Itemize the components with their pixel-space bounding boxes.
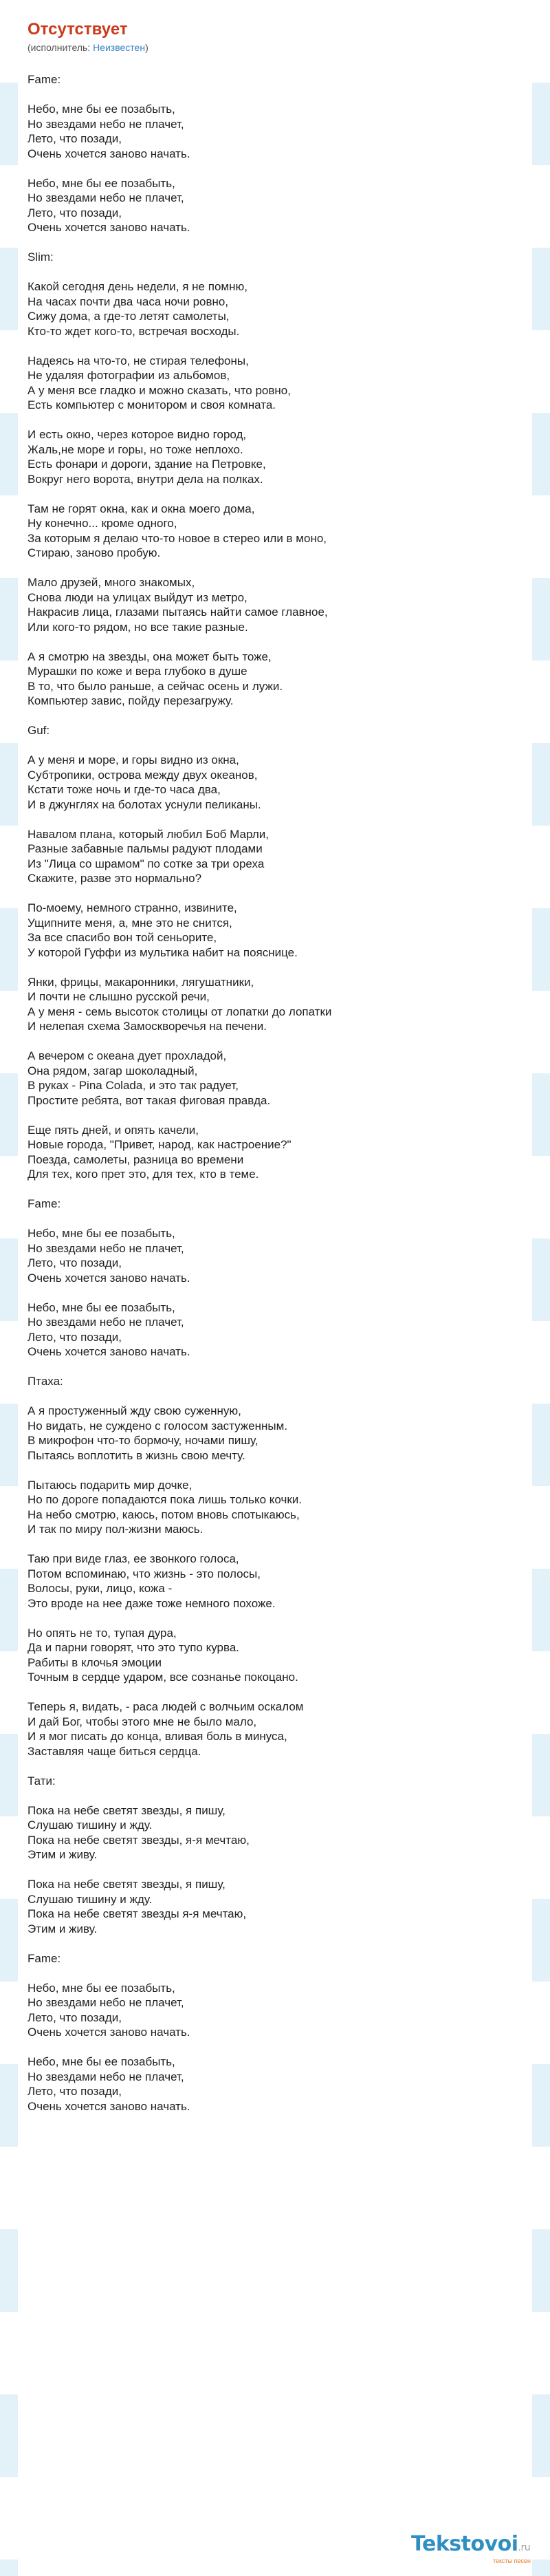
lyric-line: И нелепая схема Замоскворечья на печени. xyxy=(28,1020,267,1033)
lyric-line: Но звездами небо не плачет, xyxy=(28,1996,184,2009)
stanza-speaker-label xyxy=(28,1951,522,1966)
lyric-line: Fame: xyxy=(28,73,61,86)
lyric-line: А я простуженный жду свою суженную, xyxy=(28,1404,241,1417)
lyric-line: Пока на небе светят звезды, я пишу, xyxy=(28,1803,226,1817)
site-logo[interactable] xyxy=(411,2533,536,2566)
artist-line xyxy=(28,41,522,54)
lyric-line: Янки, фрицы, макаронники, лягушатники, xyxy=(28,975,254,989)
stanza-speaker-label xyxy=(28,723,522,738)
lyric-line: В микрофон что-то бормочу, ночами пишу, xyxy=(28,1434,258,1447)
lyric-line: Но звездами небо не плачет, xyxy=(28,2070,184,2083)
logo-name: Tekstovoi xyxy=(411,2532,518,2556)
lyric-line: Там не горят окна, как и окна моего дома, xyxy=(28,502,255,515)
lyric-line: Из "Лица со шрамом" по сотке за три ореха xyxy=(28,857,265,870)
stanza-speaker-label xyxy=(28,72,522,87)
lyric-line: Разные забавные пальмы радуют плодами xyxy=(28,842,263,855)
artist-link[interactable]: Неизвестен xyxy=(93,42,146,53)
lyric-line: Slim: xyxy=(28,250,54,264)
lyric-line: В руках - Pina Colada, и это так радует, xyxy=(28,1079,239,1092)
lyric-line: И я мог писать до конца, вливая боль в минуса, xyxy=(28,1730,287,1743)
lyric-line: Заставляя чаще биться сердца. xyxy=(28,1744,201,1758)
lyric-line: Небо, мне бы ее позабыть, xyxy=(28,1227,175,1240)
lyric-line: А у меня все гладко и можно сказать, что ровно, xyxy=(28,383,291,397)
lyric-line: Еще пять дней, и опять качели, xyxy=(28,1123,199,1137)
stanza xyxy=(28,1626,522,1685)
lyric-line: Новые города, "Привет, народ, как настроение?" xyxy=(28,1138,292,1151)
song-header xyxy=(28,19,522,54)
lyric-line: У которой Гуффи из мультика набит на пояснице. xyxy=(28,945,298,959)
lyric-line: Снова люди на улицах выйдут из метро, xyxy=(28,590,248,604)
lyric-line: За все спасибо вон той сеньорите, xyxy=(28,931,217,944)
stanza xyxy=(28,1049,522,1108)
lyric-line: Вокруг него ворота, внутри дела на полках. xyxy=(28,472,263,486)
lyric-line: И почти не слышно русской речи, xyxy=(28,990,210,1003)
stanza xyxy=(28,1877,522,1936)
lyric-line: Но звездами небо не плачет, xyxy=(28,1241,184,1255)
stanza xyxy=(28,753,522,812)
stanza-speaker-label xyxy=(28,250,522,265)
lyric-line: И так по миру пол-жизни маюсь. xyxy=(28,1523,204,1536)
lyric-line: И в джунглях на болотах уснули пеликаны. xyxy=(28,797,261,811)
lyric-line: Жаль,не море и горы, но тоже неплохо. xyxy=(28,442,243,456)
lyric-line: Есть компьютер с монитором и своя комната. xyxy=(28,398,276,411)
logo-tld: .ru xyxy=(518,2542,531,2553)
stanza xyxy=(28,1300,522,1360)
lyric-line: А вечером с океана дует прохладой, xyxy=(28,1049,227,1062)
lyric-line: Ущипните меня, а, мне это не снится, xyxy=(28,916,232,930)
lyric-line: Пытаясь воплотить в жизнь свою мечту. xyxy=(28,1448,245,1462)
lyric-line: Guf: xyxy=(28,724,50,737)
lyric-line: Очень хочется заново начать. xyxy=(28,2099,190,2113)
lyric-line: Для тех, кого прет это, для тех, кто в теме. xyxy=(28,1168,259,1181)
lyric-line: Очень хочется заново начать. xyxy=(28,147,190,160)
lyric-line: Ну конечно... кроме одного, xyxy=(28,517,177,530)
lyric-line: Рабиты в клочья эмоции xyxy=(28,1655,162,1669)
lyric-line: Но звездами небо не плачет, xyxy=(28,191,184,204)
lyric-line: Есть фонари и дороги, здание на Петровке, xyxy=(28,458,266,471)
stanza-speaker-label xyxy=(28,1196,522,1212)
lyric-line: Небо, мне бы ее позабыть, xyxy=(28,103,175,116)
lyric-line: Компьютер завис, пойду перезагружу. xyxy=(28,694,234,707)
lyric-line: Сижу дома, а где-то летят самолеты, xyxy=(28,310,230,323)
lyric-line: Не удаляя фотографии из альбомов, xyxy=(28,369,230,382)
lyric-line: Очень хочется заново начать. xyxy=(28,2026,190,2039)
stanza xyxy=(28,502,522,561)
lyric-line: Тати: xyxy=(28,1774,56,1788)
lyric-line: Кстати тоже ночь и где-то часа два, xyxy=(28,783,221,796)
lyric-line: Накрасив лица, глазами пытаясь найти самое главное, xyxy=(28,605,328,619)
lyric-line: Субтропики, острова между двух океанов, xyxy=(28,768,258,782)
lyric-line: Птаха: xyxy=(28,1375,63,1388)
lyric-line: В то, что было раньше, а сейчас осень и лужи. xyxy=(28,679,283,693)
artist-prefix: (исполнитель: xyxy=(28,42,94,53)
lyric-line: Небо, мне бы ее позабыть, xyxy=(28,1981,175,1995)
lyric-line: На небо смотрю, каюсь, потом вновь спотыкаюсь, xyxy=(28,1507,300,1521)
lyric-line: По-моему, немного странно, извините, xyxy=(28,901,237,914)
lyric-line: Пока на небе светят звезды, я-я мечтаю, xyxy=(28,1833,250,1847)
stanza xyxy=(28,1404,522,1463)
lyric-line: Очень хочется заново начать. xyxy=(28,1345,190,1358)
lyric-line: И дай Бог, чтобы этого мне не было мало, xyxy=(28,1715,257,1728)
lyric-line: Пока на небе светят звезды, я пишу, xyxy=(28,1878,226,1891)
lyric-line: Надеясь на что-то, не стирая телефоны, xyxy=(28,354,249,367)
lyric-line: А у меня и море, и горы видно из окна, xyxy=(28,753,239,766)
lyric-line: Лето, что позади, xyxy=(28,2085,122,2098)
lyric-line: Это вроде на нее даже тоже немного похоже. xyxy=(28,1596,276,1610)
lyric-line: Стираю, заново пробую. xyxy=(28,546,161,559)
stanza xyxy=(28,1552,522,1611)
stanza xyxy=(28,1226,522,1285)
stanza xyxy=(28,1699,522,1759)
lyric-line: Пытаюсь подарить мир дочке, xyxy=(28,1478,192,1492)
stanza xyxy=(28,2054,522,2114)
lyric-line: Но видать, не суждено с голосом застуженным. xyxy=(28,1419,288,1432)
stanza xyxy=(28,1478,522,1537)
lyric-line: Скажите, разве это нормально? xyxy=(28,872,202,885)
stanza xyxy=(28,1803,522,1863)
lyric-line: Но звездами небо не плачет, xyxy=(28,117,184,131)
lyric-line: Поезда, самолеты, разница во времени xyxy=(28,1152,244,1166)
lyric-line: Этим и живу. xyxy=(28,1922,98,1935)
lyric-line: Лето, что позади, xyxy=(28,2010,122,2024)
lyrics-text xyxy=(28,72,522,2129)
lyric-line: Лето, что позади, xyxy=(28,132,122,145)
lyric-line: Да и парни говорят, что это тупо курва. xyxy=(28,1641,240,1654)
stanza-speaker-label xyxy=(28,1374,522,1389)
lyric-line: Fame: xyxy=(28,1951,61,1965)
lyric-line: Fame: xyxy=(28,1197,61,1210)
stanza xyxy=(28,279,522,339)
lyric-line: На часах почти два часа ночи ровно, xyxy=(28,294,229,308)
lyric-line: Она рядом, загар шоколадный, xyxy=(28,1064,198,1077)
lyric-line: Таю при виде глаз, ее звонкого голоса, xyxy=(28,1552,239,1565)
stanza xyxy=(28,427,522,486)
lyric-line: И есть окно, через которое видно город, xyxy=(28,428,247,441)
lyric-line: А у меня - семь высоток столицы от лопатки до лопатки xyxy=(28,1005,332,1018)
logo-wordmark xyxy=(411,2533,536,2559)
stanza xyxy=(28,650,522,709)
stanza xyxy=(28,575,522,634)
lyric-line: За которым я делаю что-то новое в стерео или в моно, xyxy=(28,531,327,545)
lyric-line: Небо, мне бы ее позабыть, xyxy=(28,176,175,190)
stanza xyxy=(28,975,522,1034)
lyric-line: Но по дороге попадаются пока лишь только кочки. xyxy=(28,1493,302,1506)
lyric-line: Слушаю тишину и жду. xyxy=(28,1892,153,1906)
lyric-line: Очень хочется заново начать. xyxy=(28,221,190,234)
lyric-line: Небо, мне бы ее позабыть, xyxy=(28,2055,175,2068)
lyric-line: Лето, что позади, xyxy=(28,206,122,219)
lyric-line: Кто-то ждет кого-то, встречая восходы. xyxy=(28,324,240,338)
stanza xyxy=(28,354,522,413)
lyric-line: Пока на небе светят звезды я-я мечтаю, xyxy=(28,1907,247,1920)
lyric-line: Этим и живу. xyxy=(28,1848,98,1861)
lyric-line: Навалом плана, который любил Боб Марли, xyxy=(28,827,269,841)
artist-suffix: ) xyxy=(145,42,148,53)
stanza xyxy=(28,827,522,886)
lyric-line: Очень хочется заново начать. xyxy=(28,1271,190,1285)
stanza xyxy=(28,176,522,235)
lyric-line: А я смотрю на звезды, она может быть тоже, xyxy=(28,650,272,663)
stanza-speaker-label xyxy=(28,1774,522,1789)
stanza xyxy=(28,901,522,960)
stanza xyxy=(28,102,522,161)
lyric-line: Мурашки по коже и вера глубоко в душе xyxy=(28,665,248,678)
lyric-line: Лето, что позади, xyxy=(28,1256,122,1269)
stanza xyxy=(28,1123,522,1182)
lyric-line: Но опять не то, тупая дура, xyxy=(28,1626,177,1640)
lyric-line: Мало друзей, много знакомых, xyxy=(28,576,195,589)
lyric-line: Или кого-то рядом, но все такие разные. xyxy=(28,620,248,634)
lyric-line: Точным в сердце ударом, все сознанье покоцано. xyxy=(28,1671,298,1684)
lyric-line: Небо, мне бы ее позабыть, xyxy=(28,1300,175,1314)
lyric-line: Лето, что позади, xyxy=(28,1330,122,1344)
lyric-line: Волосы, руки, лицо, кожа - xyxy=(28,1582,173,1595)
song-title: Отсутствует xyxy=(28,20,128,39)
lyric-line: Слушаю тишину и жду. xyxy=(28,1818,153,1832)
lyric-line: Простите ребята, вот такая фиговая правда. xyxy=(28,1093,271,1107)
lyric-line: Теперь я, видать, - раса людей с волчьим оскалом xyxy=(28,1700,304,1713)
lyric-line: Какой сегодня день недели, я не помню, xyxy=(28,280,248,293)
logo-tagline: тексты песен xyxy=(492,2557,531,2564)
stanza xyxy=(28,1981,522,2040)
lyric-line: Но звездами небо не плачет, xyxy=(28,1316,184,1329)
lyric-line: Потом вспоминаю, что жизнь - это полосы, xyxy=(28,1567,261,1580)
